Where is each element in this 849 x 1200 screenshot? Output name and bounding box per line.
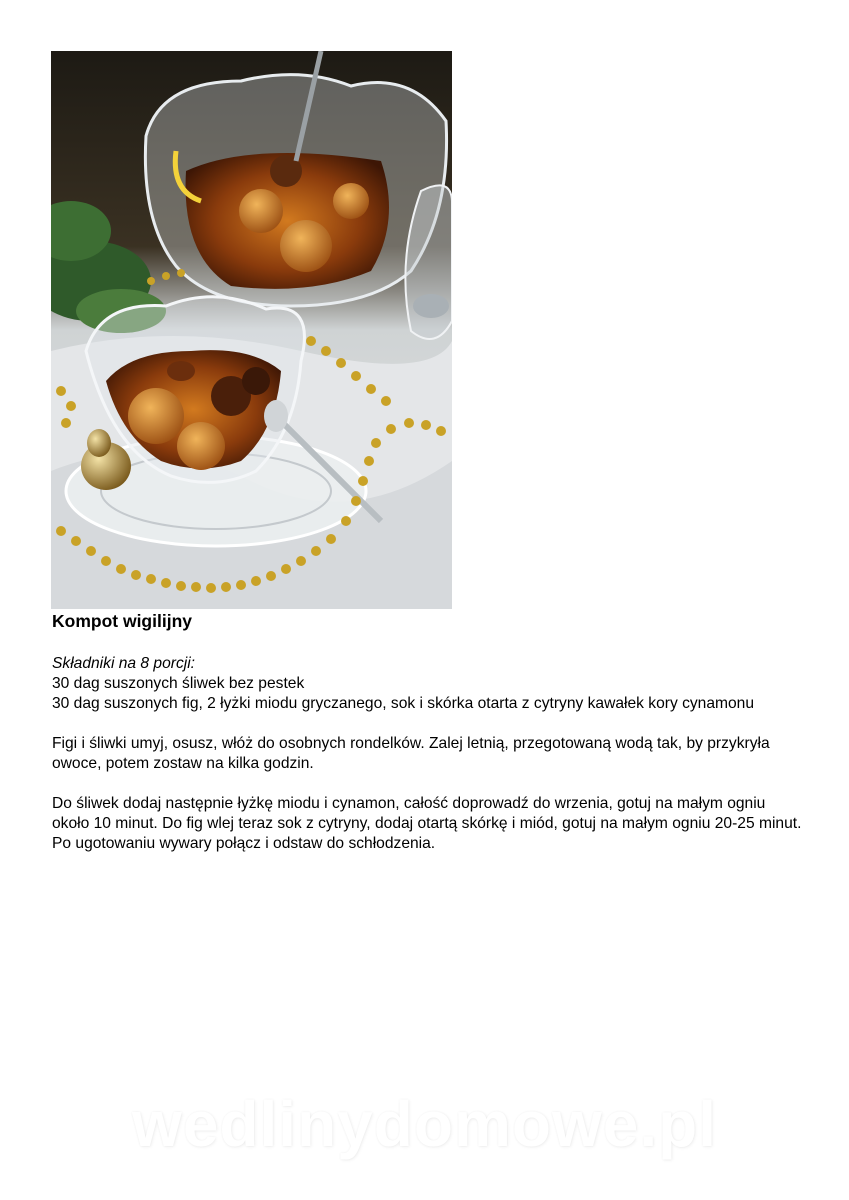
step-paragraph: Figi i śliwki umyj, osusz, włóż do osobnych rondelków. Zalej letnią, przegotowaną wodą tak, by przykryła owoce, potem zostaw na kilka godzin.	[52, 735, 770, 772]
compote-bowls-photo	[51, 51, 452, 609]
recipe-body	[52, 654, 802, 854]
ingredient-line: 30 dag suszonych śliwek bez pestek	[52, 675, 305, 692]
recipe-photo	[51, 51, 452, 609]
ingredients-heading: Składniki na 8 porcji:	[52, 655, 196, 672]
large-bowl	[145, 51, 446, 306]
watermark: wedlinydomowe.pl	[132, 1088, 717, 1160]
ingredient-line: 30 dag suszonych fig, 2 łyżki miodu gryczanego, sok i skórka otarta z cytryny kawałek kory cynamonu	[52, 695, 755, 712]
step-paragraph: Do śliwek dodaj następnie łyżkę miodu i cynamon, całość doprowadź do wrzenia, gotuj na małym ogniu około 10 minut. Do fig wlej teraz sok z cytryny, dodaj otartą skórkę i miód, gotuj na małym ogniu 20-25 minut. Po ugotowaniu wywary połącz i odstaw do schłodzenia.	[52, 795, 802, 852]
recipe-title: Kompot wigilijny	[52, 611, 192, 631]
